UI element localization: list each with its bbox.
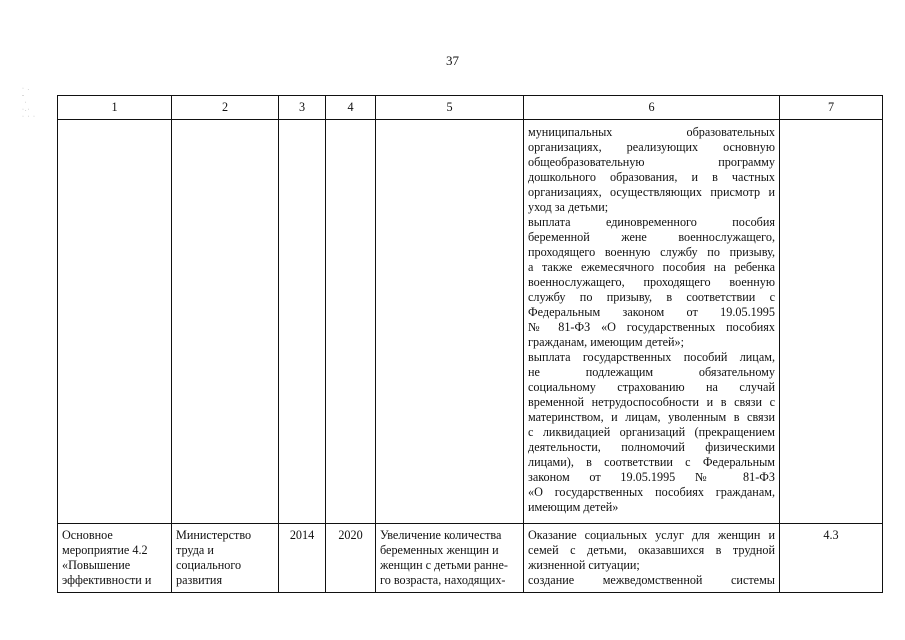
text-line: законом от 19.05.1995 № 81-ФЗ — [528, 470, 775, 484]
text-line: муниципальных образовательных — [528, 125, 775, 139]
text-line: беременных женщин и — [380, 543, 499, 557]
cell-measure-name — [58, 524, 172, 593]
text-line: уход за детьми; — [528, 200, 609, 214]
text-line: жизненной ситуации; — [528, 558, 640, 572]
text-line: деятельности, полномочий физическими — [528, 440, 775, 454]
text-line: женщин с детьми ранне- — [380, 558, 508, 572]
text-line: Основное — [62, 528, 113, 542]
table-row-continuation — [58, 120, 883, 524]
cell-description-continued — [524, 120, 780, 524]
header-col-4: 4 — [326, 96, 376, 120]
text-line: службу по призыву, в соответствии с — [528, 290, 775, 304]
cell-responsible — [172, 524, 279, 593]
text-line: «О государственных пособиях гражданам, — [528, 485, 775, 499]
header-col-5: 5 — [376, 96, 524, 120]
cell-empty-1 — [58, 120, 172, 524]
header-col-1: 1 — [58, 96, 172, 120]
text-line: дошкольного образования, и в частных — [528, 170, 775, 184]
text-line: развития — [176, 573, 223, 587]
cell-expected-result — [376, 524, 524, 593]
header-col-3: 3 — [279, 96, 326, 120]
text-line: а также ежемесячного пособия на ребенка — [528, 260, 775, 274]
page-number: 37 — [446, 53, 459, 68]
text-line: лицами), в соответствии с Федеральным — [528, 455, 775, 469]
text-line: го возраста, находящих- — [380, 573, 506, 587]
text-line: мероприятие 4.2 — [62, 543, 148, 557]
text-line: проходящего военную службу по призыву, — [528, 245, 775, 259]
text-line: с ликвидацией организаций (прекращением — [528, 425, 775, 439]
data-table — [57, 95, 883, 593]
header-col-6: 6 — [524, 96, 780, 120]
cell-empty-5 — [376, 120, 524, 524]
text-line: гражданам, имеющим детей»; — [528, 335, 685, 349]
text-line: организациях, реализующих основную — [528, 140, 775, 154]
text-line: Министерство — [176, 528, 252, 542]
text-line: семей с детьми, оказавшихся в трудной — [528, 543, 775, 557]
text-line: не подлежащим обязательному — [528, 365, 775, 379]
cell-empty-2 — [172, 120, 279, 524]
cell-empty-3 — [279, 120, 326, 524]
text-line: военнослужащего, проходящего военную — [528, 275, 775, 289]
text-line: временной нетрудоспособности и в связи с — [528, 395, 775, 409]
margin-scan-marks: · . - · ·.· · · · — [22, 86, 36, 120]
cell-end-year: 2020 — [326, 524, 376, 593]
header-row — [58, 96, 883, 120]
text-line: организациях, осуществляющих присмотр и — [528, 185, 775, 199]
table-row-measure-4-2 — [58, 524, 883, 593]
text-line: труда и — [176, 543, 214, 557]
text-line: эффективности и — [62, 573, 152, 587]
text-line: Федеральным законом от 19.05.1995 — [528, 305, 775, 319]
text-line: общеобразовательную программу — [528, 155, 775, 169]
cell-start-year: 2014 — [279, 524, 326, 593]
text-line: Увеличение количества — [380, 528, 502, 542]
cell-description — [524, 524, 780, 593]
text-line: № 81-ФЗ «О государственных пособиях — [528, 320, 775, 334]
header-col-7: 7 — [780, 96, 883, 120]
text-line: имеющим детей» — [528, 500, 619, 514]
text-line: материнством, и лицам, уволенным в связи — [528, 410, 775, 424]
text-line: социального — [176, 558, 242, 572]
text-line: социальному страхованию на случай — [528, 380, 775, 394]
text-line: беременной жене военнослужащего, — [528, 230, 775, 244]
cell-indicator-link: 4.3 — [780, 524, 883, 593]
cell-empty-4 — [326, 120, 376, 524]
text-line: выплата государственных пособий лицам, — [528, 350, 775, 364]
text-line: Оказание социальных услуг для женщин и — [528, 528, 775, 542]
text-line: создание межведомственной системы — [528, 573, 775, 587]
cell-empty-7 — [780, 120, 883, 524]
text-line: выплата единовременного пособия — [528, 215, 775, 229]
header-col-2: 2 — [172, 96, 279, 120]
text-line: «Повышение — [62, 558, 131, 572]
